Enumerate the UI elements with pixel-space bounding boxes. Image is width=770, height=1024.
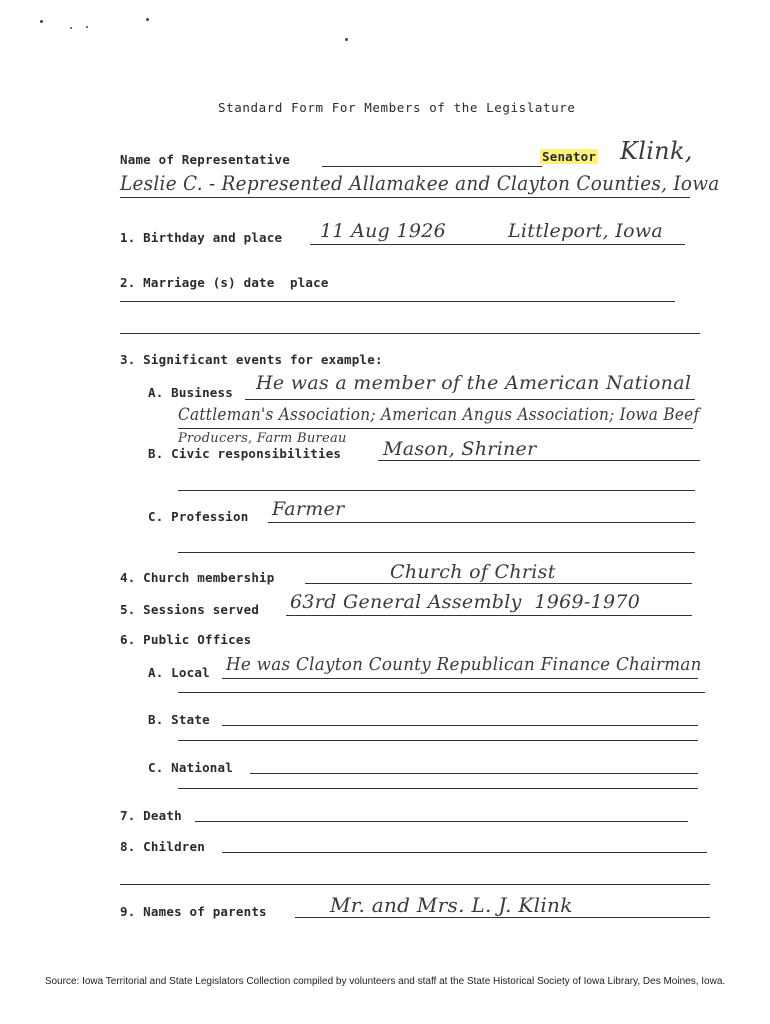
name-line-answer: Leslie C. - Represented Allamakee and Clayton Counties, Iowa: [120, 171, 720, 195]
parents-answer: Mr. and Mrs. L. J. Klink: [330, 893, 573, 917]
church-answer: Church of Christ: [390, 561, 556, 583]
profession-label: C. Profession: [148, 509, 249, 524]
children-line-1: [222, 852, 707, 853]
parents-line: [295, 917, 710, 918]
state-office-label: B. State: [148, 712, 210, 727]
business-answer-3: Producers, Farm Bureau: [178, 431, 347, 446]
sessions-label: 5. Sessions served: [120, 602, 260, 617]
state-office-line-1: [222, 725, 698, 726]
church-label: 4. Church membership: [120, 570, 275, 585]
significant-events-label: 3. Significant events for example:: [120, 352, 383, 367]
scan-speck: [40, 20, 43, 23]
marriage-label: 2. Marriage (s) date place: [120, 275, 329, 290]
death-line: [195, 821, 688, 822]
state-office-line-2: [178, 740, 698, 741]
birthplace-answer: Littleport, Iowa: [508, 220, 664, 242]
name-label: Name of Representative: [120, 152, 290, 167]
local-office-line-1: [222, 678, 698, 679]
business-label: A. Business: [148, 385, 233, 400]
civic-line-2: [178, 490, 695, 491]
death-label: 7. Death: [120, 808, 182, 823]
civic-line-1: [378, 460, 700, 461]
source-note: Source: Iowa Territorial and State Legislators Collection compiled by volunteers and staff at the State Historical Society of Iowa Library, Des Moines, Iowa.: [44, 976, 726, 987]
birthday-line: [310, 244, 685, 245]
parents-label: 9. Names of parents: [120, 904, 267, 919]
scan-speck: [70, 27, 72, 29]
national-office-line-1: [250, 773, 698, 774]
name-line: [322, 166, 542, 167]
birthday-label: 1. Birthday and place: [120, 230, 283, 245]
birthday-answer: 11 Aug 1926: [320, 220, 447, 242]
marriage-line-2: [120, 333, 700, 334]
business-line-2: [178, 428, 693, 429]
profession-line-1: [268, 522, 695, 523]
children-label: 8. Children: [120, 839, 205, 854]
marriage-line-1: [120, 301, 675, 302]
sessions-line: [286, 615, 692, 616]
profession-line-2: [178, 552, 695, 553]
civic-answer: Mason, Shriner: [383, 438, 537, 460]
business-answer-1: He was a member of the American National: [256, 372, 692, 394]
scan-speck: [146, 18, 149, 21]
local-office-label: A. Local: [148, 665, 210, 680]
name-continuation-line: [120, 197, 690, 198]
sessions-answer: 63rd General Assembly 1969-1970: [290, 591, 641, 613]
local-office-answer: He was Clayton County Republican Finance Chairman: [226, 654, 702, 675]
public-offices-label: 6. Public Offices: [120, 632, 252, 647]
children-line-2: [120, 884, 710, 885]
surname-answer: Klink,: [620, 137, 693, 165]
business-line-1: [245, 399, 695, 400]
profession-answer: Farmer: [272, 498, 345, 520]
senator-label: Senator: [542, 149, 597, 164]
civic-label: B. Civic responsibilities: [148, 446, 342, 461]
scan-speck: [86, 26, 88, 28]
scan-speck: [345, 38, 348, 41]
business-answer-2: Cattleman's Association; American Angus Association; Iowa Beef: [178, 405, 700, 425]
church-line: [305, 583, 692, 584]
national-office-line-2: [178, 788, 698, 789]
national-office-label: C. National: [148, 760, 233, 775]
form-title: Standard Form For Members of the Legislature: [218, 100, 576, 115]
local-office-line-2: [178, 692, 705, 693]
